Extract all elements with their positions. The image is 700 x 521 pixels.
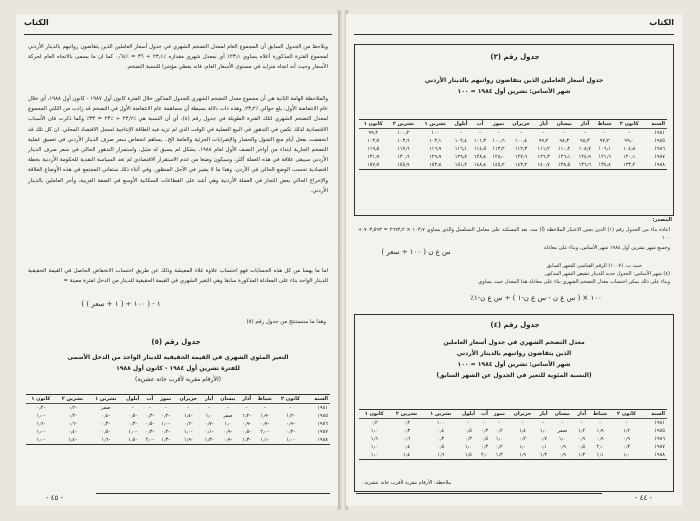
value-cell: -٢٫٠ bbox=[260, 429, 270, 435]
value-cell: -٠٫٣ bbox=[128, 421, 138, 427]
year-cell: ١٩٨١ bbox=[317, 405, 328, 411]
value-cell: - bbox=[479, 130, 481, 136]
value-cell: ١٤٠٫٧ bbox=[537, 162, 550, 168]
value-cell: -١٫٠ bbox=[128, 429, 138, 435]
table-5 bbox=[26, 394, 330, 445]
value-cell: ٩٩٫٢ bbox=[368, 130, 379, 136]
table-row bbox=[359, 129, 667, 138]
table-4-caption-line: معدل التضخم الشهري في جدول أسعار العاملين bbox=[443, 339, 585, 346]
value-cell: -٠٫٩ bbox=[223, 429, 233, 435]
value-cell: - bbox=[289, 405, 292, 411]
value-cell: -٠٫٣ bbox=[145, 429, 155, 435]
value-cell: ٢٫٠ bbox=[596, 444, 604, 450]
header-rule bbox=[354, 34, 674, 35]
paragraph-3: اما ما يهمنا من كل هذه الحسابات فهو احتساب علاوة غلاء المعيشة وذلك عن طريق احتساب الانخفاض الحاصل في القيمة الحقيقية للدينار الواحد بناء على المعادلة المذكورة سابقا وهي التغير الشهري في القيمة الحقيقية للدينار من الدخل لفترة معينة = bbox=[28, 268, 328, 285]
column-header: شباط bbox=[589, 410, 612, 419]
value-cell: - bbox=[542, 130, 545, 136]
formula-inflation: ٪١٠٠ × ( س ع ن - س ع ن-١ ) ÷ س ع ن-١ bbox=[470, 294, 602, 302]
value-cell: -١٫٣ bbox=[204, 437, 214, 443]
value-cell: صفر bbox=[223, 413, 233, 419]
value-cell: ١٥٣٫٨ bbox=[428, 162, 442, 168]
table-3-caption-line: جدول أسعار العاملين الذين يتقاضون رواتبهم بالدينار الأردني bbox=[424, 77, 604, 84]
value-cell: ١٣١٫٩ bbox=[367, 154, 380, 160]
table-row bbox=[359, 427, 667, 435]
value-cell: ١٢٤٫٩ bbox=[578, 154, 591, 160]
note-5: وبناء على ذلك يمكن احتساب معدل التضخم الشهري بناء على معادلة هذا المعدل حيث يساوي bbox=[478, 279, 670, 285]
value-cell: ١٠٠ bbox=[431, 130, 440, 136]
year-cell: ١٩٨٥ bbox=[654, 138, 665, 144]
value-cell: -٠٫٩ bbox=[260, 421, 270, 427]
value-cell: -١٫٣ bbox=[161, 437, 171, 443]
column-header: أيلول bbox=[122, 395, 143, 404]
value-cell: ١٫٠ bbox=[370, 452, 378, 458]
value-cell: ٠٫٣ bbox=[481, 428, 489, 434]
value-cell: - bbox=[131, 405, 134, 411]
value-cell: -١٫٠ bbox=[183, 429, 193, 435]
table-row bbox=[26, 404, 330, 413]
table-row bbox=[26, 420, 330, 428]
value-cell: ١٫٤ bbox=[518, 428, 526, 434]
value-cell: ٠٫٥ bbox=[464, 428, 472, 434]
value-cell: - bbox=[483, 420, 486, 426]
value-cell: ١٢٧٫٦ bbox=[514, 154, 528, 160]
value-cell: - bbox=[148, 405, 151, 411]
value-cell: -١٫٤ bbox=[67, 437, 77, 443]
value-cell: - bbox=[561, 420, 564, 426]
column-header: أيلول bbox=[451, 120, 471, 129]
value-cell: ٠٫٦ bbox=[403, 436, 411, 442]
value-cell: - bbox=[497, 130, 500, 136]
year-cell: ١٩٨٨ bbox=[654, 162, 665, 168]
formula-index: ( ١٠٠ ÷ سعر ) س ع ن bbox=[381, 248, 451, 256]
year-cell: ١٩٨٥ bbox=[317, 413, 328, 419]
value-cell: -٠٫٤ bbox=[101, 413, 111, 419]
value-cell: ١٫٩ bbox=[596, 428, 604, 434]
value-cell: -١٫٣ bbox=[242, 437, 252, 443]
table-row bbox=[359, 419, 667, 428]
column-header: كانون ٢ bbox=[615, 120, 643, 129]
footer-rule bbox=[356, 493, 602, 494]
table-5-caption-line: للفترة تشرين أول ١٩٨٤ - كانون أول ١٩٨٨ bbox=[116, 365, 240, 372]
value-cell: -١٫٠ bbox=[286, 437, 295, 443]
table-3-box bbox=[354, 44, 674, 216]
value-cell: ١٫٠ bbox=[539, 428, 547, 434]
value-cell: ١٫٢ bbox=[622, 428, 630, 434]
value-cell: -٠٫٩ bbox=[242, 421, 252, 427]
value-cell: - bbox=[542, 420, 545, 426]
value-cell: ١٠٣٫١ bbox=[428, 138, 442, 144]
value-cell: - bbox=[520, 130, 522, 136]
table-5-title: جدول رقم (٥) bbox=[151, 338, 201, 346]
left-page bbox=[16, 14, 340, 506]
value-cell: - bbox=[208, 405, 210, 411]
value-cell: ١٠٠٫٢ bbox=[397, 130, 410, 136]
value-cell: ١٫٤ bbox=[403, 452, 411, 458]
value-cell: ١٣٦٫٦ bbox=[578, 162, 591, 168]
value-cell: -٠٫٥ bbox=[242, 429, 252, 435]
value-cell: ١٫٦ bbox=[437, 452, 445, 458]
value-cell: ٠٫٩ bbox=[558, 452, 566, 458]
value-cell: ٠٫٩ bbox=[558, 444, 566, 450]
value-cell: ٠٫٣ bbox=[481, 444, 489, 450]
value-cell: ١٫٠ bbox=[622, 452, 630, 458]
value-cell: ١١٦٫٩ bbox=[428, 146, 442, 152]
column-header: آذار bbox=[240, 395, 254, 404]
value-cell: - bbox=[625, 420, 628, 426]
running-head: الكتاب bbox=[24, 18, 49, 27]
value-cell: ٠٫٢ bbox=[495, 428, 503, 434]
right-page bbox=[346, 14, 682, 506]
value-cell: -٠٫٩ bbox=[286, 421, 295, 427]
table-row bbox=[26, 412, 330, 420]
table-3-grid bbox=[359, 120, 667, 169]
value-cell: ١٣٤٫٨ bbox=[598, 162, 611, 168]
value-cell: -٠٫٩ bbox=[223, 437, 233, 443]
value-cell: ١٫٩ bbox=[518, 452, 526, 458]
table-row bbox=[26, 428, 330, 436]
column-header: تشرين ٢ bbox=[389, 410, 423, 419]
year-cell: ١٩٨٥ bbox=[654, 428, 665, 434]
value-cell: -٠٫٢ bbox=[161, 413, 171, 419]
header-rule bbox=[24, 34, 332, 35]
column-header: تشرين ٢ bbox=[387, 120, 419, 129]
table-4-caption-line: (النسبة المئوية للتغير في الجدول عن الشهر السابق) bbox=[436, 372, 592, 379]
column-header: تشرين ١ bbox=[419, 120, 451, 129]
value-cell: ٠٫٢ bbox=[495, 444, 503, 450]
year-cell: ١٩٨٧ bbox=[654, 444, 665, 450]
value-cell: ١٫٠ bbox=[224, 421, 232, 427]
column-header: آذار bbox=[574, 410, 588, 419]
table-4-grid bbox=[359, 410, 667, 459]
column-header: كانون ٢ bbox=[276, 395, 306, 404]
value-cell: ١١٠٫٢ bbox=[558, 146, 571, 152]
table-4-footnote: ملاحظة: الأرقام مقربة لأقرب خانة عشرية. bbox=[363, 480, 452, 486]
value-cell: -١٫١ bbox=[260, 437, 270, 443]
column-header: شباط bbox=[254, 395, 276, 404]
value-cell: ٠٫٢ bbox=[370, 420, 378, 426]
value-cell: ١٠٦٫١ bbox=[598, 146, 611, 152]
value-cell: -٠٫٣ bbox=[101, 421, 111, 427]
value-cell: ١٢١٫٦ bbox=[598, 154, 611, 160]
table-header-row bbox=[26, 395, 330, 404]
value-cell: ٠٫٩ bbox=[596, 436, 604, 442]
value-cell: - bbox=[164, 405, 167, 411]
column-header: تموز bbox=[489, 120, 508, 129]
paragraph-2: والملاحظة الهامة الثانية هي أن مجموع معدل التضخم الشهري للجدول المذكور خلال الفترة كانون أول ١٩٨٧ - كانون أول ١٩٨٨، أي خلال عام الانتفاضة الأول، بلغ حوالي ٪٢٣٫٢، وهذه ذات دلالة بسيطة أن مساهمة عام الانتفاضة الأول في التضخم قد زادت من الثلثي المجموع لمعدل التضخم الشهري لتلك الفترة الطويلة في جدول رقم (٤)، أي أن النسبة هي ٪٢٣٫٢ ÷ ٪٢٣ = ٣٣٪ وكما ذكرت فان الأسباب الاقتصادية لذلك تكمن في التدهور في البيع العملية في الوقت الذي لم تزيد فيه الطاقة الإنتاجية لسجل الاقتصاد المحلي. ان كل تلك قد انخفضت بفعل أيام منع التجول والحصار والإضرابات الجزئية والعامة الخ.. يساهم انخفاض سعر صرف الدينار الأردني في تعميق عملية التضخم الجارية ابتداء من أواخر النصف الأول لعام ١٩٨٨، بشكل لم يسبق له مثيل، واستمرار التدهور الحالي في سعر صرف الدينار الأردني سيبقى علاقة في هذه العملة أكثر، وسيكون وضعا من عدم الاستقرار الاقتصادي لم تعد السياسة النقدية للحكومة الأردنية بخطة اقتصادية تحسب الوضع الحالي في الأردن. وهذا ما لا يضير في الآجل المنظور. وفي أثناء ذلك ستعاني المجتمع في هذه الأوضاع العلاقة والإحراج الحالي بعض التجار في العملة الأردنية وهي أشد على القطاعات السكانية الأوسع في الضفة الغربية، وأجر العاملين بالدينار الأردني. bbox=[28, 96, 328, 194]
value-cell: -١٫٠ bbox=[36, 429, 46, 435]
value-cell: ١٫٣ bbox=[578, 452, 586, 458]
table-3 bbox=[359, 119, 667, 170]
value-cell: - bbox=[245, 405, 248, 411]
value-cell: -١٫٩ bbox=[260, 413, 270, 419]
value-cell: -١٫٩ bbox=[183, 437, 193, 443]
value-cell: - bbox=[599, 420, 601, 426]
value-cell: ٠٫٣ bbox=[403, 428, 411, 434]
value-cell: ١٫٢ bbox=[578, 428, 586, 434]
value-cell: -٠٫٣ bbox=[286, 429, 295, 435]
column-header: تموز bbox=[157, 395, 175, 404]
value-cell: -١٫٦ bbox=[36, 421, 46, 427]
value-cell: ١٫٠ bbox=[558, 436, 566, 442]
value-cell: - bbox=[583, 130, 586, 136]
table-5-caption bbox=[30, 352, 326, 385]
value-cell: ١١٤٫٥ bbox=[473, 146, 487, 152]
value-cell: ١١٩٫٥ bbox=[367, 146, 380, 152]
column-header: أيار bbox=[534, 120, 553, 129]
column-header: آب bbox=[471, 120, 490, 129]
column-header: أيار bbox=[202, 395, 216, 404]
table-3-title: جدول رقم (٣) bbox=[490, 53, 540, 61]
footer-rule bbox=[96, 493, 330, 494]
value-cell: ١٠٤٫٨ bbox=[623, 146, 636, 152]
year-cell: ١٩٨١ bbox=[654, 420, 665, 426]
value-cell: ١٫٠ bbox=[495, 436, 503, 442]
table-row bbox=[359, 145, 667, 153]
column-header: تشرين ١ bbox=[89, 395, 122, 404]
value-cell: ١٫٠ bbox=[518, 444, 526, 450]
value-cell: ١٣٨٫٥ bbox=[558, 162, 571, 168]
value-cell: - bbox=[226, 405, 229, 411]
table-4 bbox=[359, 409, 667, 460]
value-cell: ١١٧٫٦ bbox=[397, 146, 410, 152]
value-cell: ٩٨٫٣ bbox=[579, 138, 590, 144]
year-cell: ١٩٨٨ bbox=[654, 452, 665, 458]
column-header: آب bbox=[143, 395, 157, 404]
value-cell: ١٢٦٫٣ bbox=[537, 154, 550, 160]
value-cell: ٠٫٤ bbox=[403, 444, 411, 450]
table-row bbox=[359, 153, 667, 161]
page-number: - ٤٤ - bbox=[634, 494, 652, 502]
value-cell: ١٣٣٫٢ bbox=[623, 162, 636, 168]
value-cell: ١٢٩٫٩ bbox=[428, 154, 442, 160]
year-cell: ١٩٨٧ bbox=[654, 154, 665, 160]
value-cell: ٠٫٤ bbox=[437, 428, 445, 434]
value-cell: -١٫٤ bbox=[183, 413, 193, 419]
value-cell: ٠٫٢ bbox=[403, 420, 411, 426]
table-4-caption-line: الذين يتقاضون رواتبهم بالدينار الأردني bbox=[456, 350, 572, 357]
value-cell: ١٣٠٫٦ bbox=[397, 154, 410, 160]
value-cell: -٠٫٢ bbox=[36, 405, 46, 411]
value-cell: ٠٫٢ bbox=[518, 436, 526, 442]
value-cell: ١٫٣ bbox=[539, 452, 547, 458]
column-header: آذار bbox=[576, 120, 595, 129]
table-row bbox=[359, 161, 667, 169]
value-cell: ١٠١٫٣ bbox=[473, 138, 487, 144]
table-row bbox=[359, 451, 667, 459]
value-cell: -١٫٢ bbox=[242, 413, 252, 419]
table-header-row bbox=[359, 410, 667, 419]
paragraph-1: ويلاحظ من الجدول السابق أن المجموع العام لمعدل التضخم الشهري في جدول أسعار العاملين الذين يتقاضون رواتبهم بالدينار الأردني لمجموع الفترة المذكورة أعلاه يساوي ٢٣٫١٪ أي بمعدل شهري مقداره ٪٢٣٫١ ÷ ٣٦ = ٪٠٫٦٤ كما ان ما يسمى بالاتجاه العام لحركة الأسعار وحيث أنه اتجاه متزايد في مستوى الأسعار العام، فانه يعطي مؤشرا للنسبة التضخم. bbox=[28, 44, 328, 71]
table-row bbox=[26, 436, 330, 444]
value-cell: - bbox=[580, 420, 583, 426]
value-cell: ١١٦٫١ bbox=[454, 146, 468, 152]
column-header: شباط bbox=[594, 120, 615, 129]
value-cell: -١٫٥ bbox=[128, 437, 138, 443]
value-cell: ١٢٠٫١ bbox=[623, 154, 636, 160]
value-cell: ٠٫٥ bbox=[437, 444, 445, 450]
value-cell: ١٢٨٫٤ bbox=[473, 154, 487, 160]
value-cell: -٠٫٢ bbox=[67, 405, 77, 411]
year-cell: ١٩٨٦ bbox=[654, 146, 665, 152]
value-cell: ١٥٥٫٩ bbox=[397, 162, 410, 168]
note-1: اعادة بناء من الجدول رقم (١) الذين يجين الاعتبار الملاحظة (أ) منه، بعد المسكنة على معامل التسلسل والذي يساوي ١٠٣٫٧ × ٢٦٩٣٫٢ = ٧٠٣٫٥٩٣ ÷ ١٠٠ bbox=[358, 227, 671, 241]
year-cell: ١٩٨٧ bbox=[317, 429, 328, 435]
value-cell: -٠٫٧ bbox=[204, 421, 214, 427]
value-cell: ١٫٣ bbox=[495, 452, 503, 458]
value-cell: صفر bbox=[100, 405, 111, 411]
column-header: السنة bbox=[642, 410, 667, 419]
value-cell: -٠٫٥ bbox=[145, 421, 155, 427]
value-cell: -١٫٠ bbox=[161, 421, 171, 427]
year-cell: ١٩٨٦ bbox=[654, 436, 665, 442]
value-cell: ١١٢٫٣ bbox=[514, 146, 528, 152]
value-cell: ٠٫١ bbox=[539, 444, 547, 450]
table-5-caption-line: (الأرقام مقربة لأقرب خانة عشرية) bbox=[135, 376, 221, 383]
value-cell: ١٫٠ bbox=[370, 444, 378, 450]
value-cell: - bbox=[628, 130, 631, 136]
value-cell: صفر bbox=[557, 428, 568, 434]
column-header: آب bbox=[479, 410, 490, 419]
year-cell: ١٩٨٨ bbox=[317, 437, 328, 443]
column-header: تموز bbox=[490, 410, 508, 419]
value-cell: ١٠٨٫٧ bbox=[578, 146, 591, 152]
table-4-title: جدول رقم (٤) bbox=[490, 321, 540, 329]
table-4-box bbox=[354, 314, 674, 492]
value-cell: ١٫٠ bbox=[205, 413, 213, 419]
value-cell: ١٫٠ bbox=[370, 428, 378, 434]
table-reference: وهذا ما سنستنتج من جدول رقم (٥) bbox=[246, 319, 326, 325]
note-2: وجميع شهر تشرين أول ١٩٨٤ شهر الأساس، وبناء على معادلة bbox=[543, 245, 670, 251]
value-cell: - bbox=[603, 130, 606, 136]
column-header: نيسان bbox=[553, 120, 576, 129]
value-cell: - bbox=[521, 420, 524, 426]
column-header: كانون ١ bbox=[359, 410, 389, 419]
value-cell: ١١٣٫٢ bbox=[492, 146, 505, 152]
column-header: أيلول bbox=[458, 410, 479, 419]
value-cell: ٠٫٣ bbox=[464, 436, 472, 442]
column-header: كانون ١ bbox=[26, 395, 56, 404]
column-header: السنة bbox=[305, 395, 330, 404]
value-cell: ١٢٩٫٧ bbox=[454, 154, 468, 160]
value-cell: -١٫٠ bbox=[36, 437, 46, 443]
value-cell: ٠٫٣ bbox=[437, 436, 445, 442]
value-cell: ١٢٦٫١ bbox=[558, 154, 571, 160]
table-5-grid bbox=[26, 395, 330, 444]
value-cell: ١٥٧٫٧ bbox=[367, 162, 380, 168]
column-header: كانون ١ bbox=[359, 120, 387, 129]
value-cell: - bbox=[467, 420, 470, 426]
value-cell: ١٠٣٫٧ bbox=[367, 138, 380, 144]
value-cell: -٠٫٣ bbox=[145, 413, 155, 419]
value-cell: ٠٫٣ bbox=[622, 444, 630, 450]
table-3-caption-line: شهر الأساس: تشرين أول ١٩٨٤ = ١٠٠ bbox=[457, 88, 571, 95]
table-5-caption-line: التغير المئوي الشهري في القيمة الحقيقية للدينار الواحد من الدخل الأسمى bbox=[67, 354, 289, 361]
value-cell: -٠٫٢ bbox=[161, 429, 171, 435]
value-cell: ١١١٫٢ bbox=[537, 146, 550, 152]
value-cell: ١٤٨٫٤ bbox=[473, 162, 487, 168]
value-cell: ١٠٣٫٦ bbox=[397, 138, 410, 144]
table-3-caption bbox=[365, 75, 663, 97]
value-cell: ١٤٣٫٢ bbox=[514, 162, 528, 168]
value-cell: ٩٧٫٢ bbox=[599, 138, 610, 144]
value-cell: -٠٫٢ bbox=[183, 421, 193, 427]
value-cell: ٠٫٩ bbox=[622, 436, 630, 442]
value-cell: -٠٫٥ bbox=[101, 429, 111, 435]
value-cell: - bbox=[460, 130, 462, 136]
table-4-caption-line: شهر الأساس: تشرين أول ١٩٨٤ = ١٠٠ bbox=[457, 361, 571, 368]
table-4-caption bbox=[365, 337, 663, 381]
value-cell: -١٫٢ bbox=[286, 413, 295, 419]
value-cell: ١٫٦ bbox=[370, 436, 378, 442]
note-3: حيث ب. (١٠٠٧) الرقم القياسي للشهر السابق bbox=[546, 263, 642, 269]
table-header-row bbox=[359, 120, 667, 129]
value-cell: -١٫٦ bbox=[101, 437, 111, 443]
value-cell: - bbox=[498, 420, 501, 426]
value-cell: ١٤٥٫٢ bbox=[492, 162, 505, 168]
value-cell: ١٠٢٫٤ bbox=[454, 138, 468, 144]
column-header: حزيران bbox=[508, 410, 536, 419]
column-header: تشرين ١ bbox=[424, 410, 458, 419]
value-cell: -٠٫١ bbox=[204, 429, 214, 435]
value-cell: -٠٫٥ bbox=[128, 413, 138, 419]
value-cell: -٠٫٦ bbox=[67, 421, 77, 427]
value-cell: ١٥١٫٢ bbox=[454, 162, 468, 168]
value-cell: - bbox=[563, 130, 566, 136]
page-number: - ٤٥ - bbox=[46, 494, 64, 502]
value-cell: ١٠٠٫٤ bbox=[514, 138, 528, 144]
value-cell: ١٫٠ bbox=[464, 444, 472, 450]
source-label: المصدر: bbox=[652, 217, 672, 223]
value-cell: -٢٫٠ bbox=[145, 437, 155, 443]
value-cell: -٠٫٤ bbox=[67, 429, 77, 435]
year-cell: ١٩٨٦ bbox=[317, 421, 328, 427]
value-cell: ٩٨٫٣ bbox=[559, 138, 570, 144]
value-cell: ١٢٨٫٠ bbox=[492, 154, 505, 160]
value-cell: - bbox=[263, 405, 266, 411]
value-cell: ٩٩٫٠ bbox=[624, 138, 635, 144]
column-header: نيسان bbox=[216, 395, 240, 404]
column-header: أيار bbox=[537, 410, 550, 419]
column-header: حزيران bbox=[508, 120, 535, 129]
column-header: تشرين ٢ bbox=[56, 395, 89, 404]
value-cell: ٠٫٩ bbox=[578, 436, 586, 442]
value-cell: ١٠٠٫٦ bbox=[492, 138, 505, 144]
value-cell: ٠٫٥ bbox=[481, 436, 489, 442]
running-head: الكتاب bbox=[649, 18, 674, 27]
value-cell: ١٠٠ bbox=[436, 420, 445, 426]
value-cell: ١٫١ bbox=[596, 452, 604, 458]
value-cell: -١٫٠ bbox=[36, 413, 46, 419]
year-cell: ١٩٨١ bbox=[654, 130, 665, 136]
value-cell: ٠٫٥ bbox=[578, 444, 586, 450]
column-header: نيسان bbox=[550, 410, 574, 419]
value-cell: ٩٩٫٢ bbox=[538, 138, 549, 144]
table-row bbox=[359, 137, 667, 145]
table-row bbox=[359, 435, 667, 443]
column-header: كانون ٢ bbox=[611, 410, 641, 419]
value-cell: -٠٫٣ bbox=[67, 413, 77, 419]
column-header: حزيران bbox=[174, 395, 202, 404]
column-header: السنة bbox=[643, 120, 667, 129]
formula-real-value: ١ - ( ١٠٠ ÷ ( ١ + سعر ) ) bbox=[81, 300, 161, 308]
note-4: (٤) شهر الأساس: الجدول جديد للدينار تنقيص الشهر المذكور. bbox=[543, 271, 670, 277]
value-cell: ٠٫٧ bbox=[539, 436, 547, 442]
value-cell: ٢٫٠ bbox=[481, 452, 489, 458]
value-cell: ١٫٥ bbox=[464, 452, 472, 458]
value-cell: - bbox=[187, 405, 190, 411]
table-row bbox=[359, 443, 667, 451]
